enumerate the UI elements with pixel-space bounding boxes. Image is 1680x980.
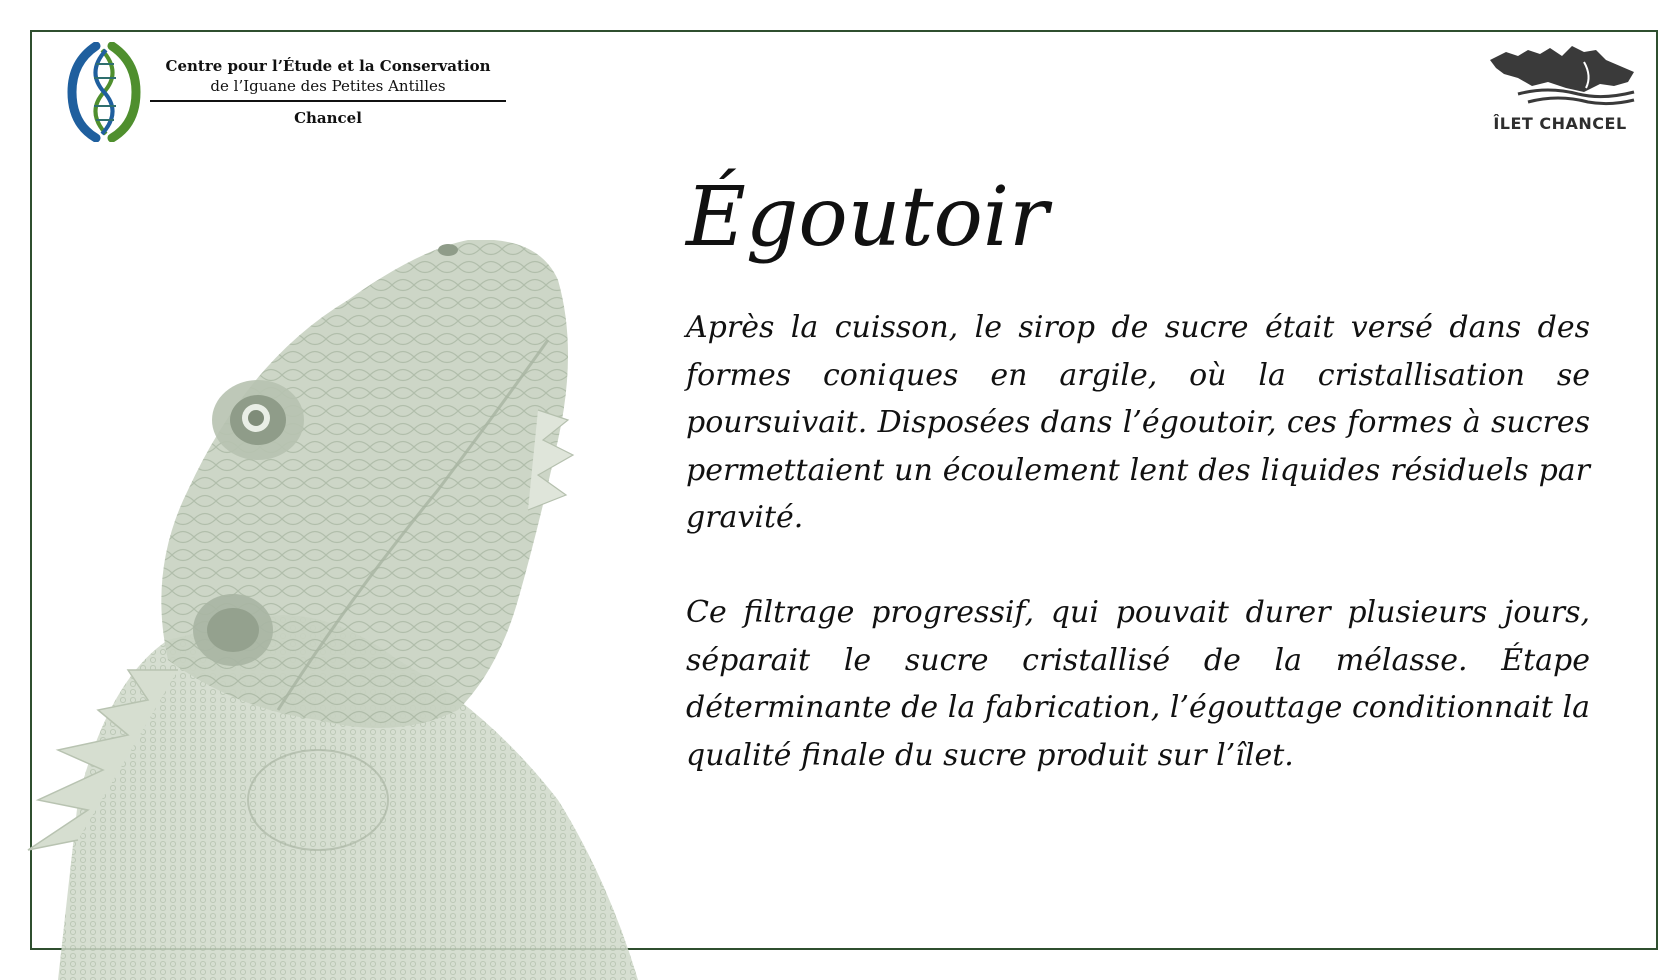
organization-header [62, 42, 512, 142]
org-divider [150, 100, 506, 102]
islet-logo [1480, 42, 1640, 142]
page-title: Égoutoir [686, 170, 1049, 265]
iguana-head-icon [18, 240, 638, 980]
org-name-line1: Centre pour l’Étude et la Conservation [165, 57, 491, 75]
org-location: Chancel [294, 109, 362, 127]
body-text [686, 304, 1590, 827]
dna-helix-icon [62, 42, 146, 142]
island-silhouette-icon [1488, 42, 1638, 108]
paragraph-2: Ce filtrage progressif, qui pouvait durer plusieurs jours, séparait le sucre cristallisé de la mélasse. Étape déterminante de la fabrication, l’égouttage conditionnait la qualité finale du sucre produit sur l’îlet. [686, 595, 1590, 773]
org-name-line2: de l’Iguane des Petites Antilles [210, 77, 446, 95]
islet-label: ÎLET CHANCEL [1493, 114, 1627, 133]
paragraph-1: Après la cuisson, le sirop de sucre était versé dans des formes coniques en argile, où la cristallisation se poursuivait. Disposées dans l’égoutoir, ces formes à sucres permettaient un écoulement lent des liquides résiduels par gravité. [686, 310, 1590, 535]
